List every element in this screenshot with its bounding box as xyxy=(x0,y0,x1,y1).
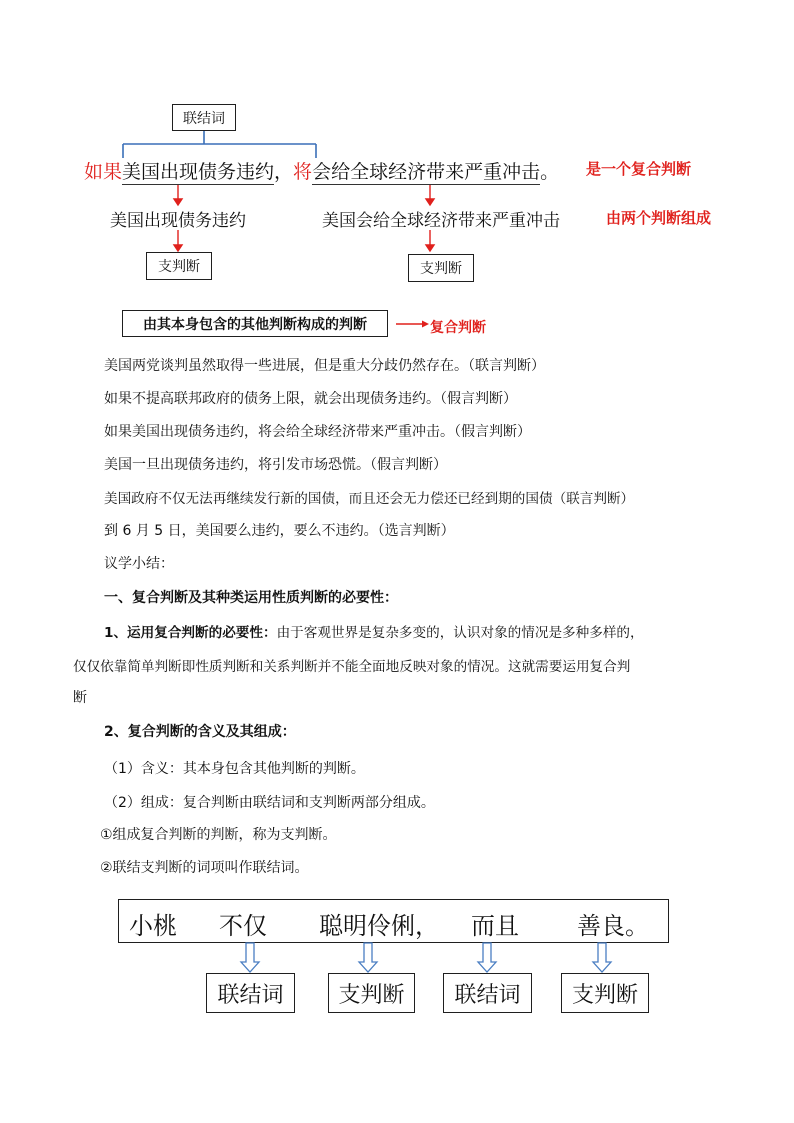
note-compound-judgment: 是一个复合判断 xyxy=(586,160,692,178)
example-line: 美国政府不仅无法再继续发行新的国债，而且还会无力偿还已经到期的国债（联言判断） xyxy=(104,491,635,507)
note-two-judgments: 由两个判断组成 xyxy=(606,209,712,227)
sentence-word: 小桃 xyxy=(129,912,177,940)
label-box-connector-1 xyxy=(206,973,295,1013)
label-text: 联结词 xyxy=(217,982,284,1008)
example-line: 美国两党谈判虽然取得一些进展，但是重大分歧仍然存在。（联言判断） xyxy=(104,358,545,374)
label-box-sub-judgment-2 xyxy=(561,973,649,1013)
meaning-line: （1）含义：其本身包含其他判断的判断。 xyxy=(104,761,365,777)
label-box-connector-2 xyxy=(443,973,532,1013)
sentence-word: 善良。 xyxy=(577,912,649,940)
point1-text-c: 断 xyxy=(73,690,87,706)
point2-label: 2、复合判断的含义及其组成： xyxy=(104,724,296,740)
item1-line: ①组成复合判断的判断，称为支判断。 xyxy=(100,827,337,843)
right-branch-text: 美国会给全球经济带来严重冲击 xyxy=(322,211,560,231)
sentence-period: 。 xyxy=(540,161,560,183)
compound-sentence xyxy=(84,157,559,184)
sentence-word: 而且 xyxy=(471,912,519,940)
example-line: 如果美国出现债务违约，将会给全球经济带来严重冲击。（假言判断） xyxy=(104,424,531,440)
definition-box xyxy=(122,310,388,337)
sentence-word: 聪明伶俐， xyxy=(319,912,439,940)
example-line: 美国一旦出现债务违约，将引发市场恐慌。（假言判断） xyxy=(104,457,447,473)
point1-first-line xyxy=(104,621,644,641)
example-sentence-box xyxy=(118,899,669,943)
label-text: 支判断 xyxy=(338,982,405,1008)
label-text: 支判断 xyxy=(571,982,638,1008)
connector-label: 联结词 xyxy=(183,110,225,127)
summary-heading: 一、复合判断及其种类运用性质判断的必要性： xyxy=(104,590,398,606)
down-arrow-icon xyxy=(593,943,611,972)
definition-text: 由其本身包含的其他判断构成的判断 xyxy=(143,316,367,333)
down-arrow-icon xyxy=(359,943,377,972)
composition-line: （2）组成：复合判断由联结词和支判断两部分组成。 xyxy=(104,795,435,811)
left-branch-text: 美国出现债务违约 xyxy=(110,211,246,231)
right-sub-judgment-box xyxy=(408,254,474,282)
point1-text-a: 由于客观世界是复杂多变的，认识对象的情况是多种多样的， xyxy=(276,625,644,641)
right-sub-judgment-label: 支判断 xyxy=(420,261,462,277)
sentence-connector-if: 如果 xyxy=(84,161,123,183)
label-text: 联结词 xyxy=(454,982,521,1008)
point1-text-b: 仅仅依靠简单判断即性质判断和关系判断并不能全面地反映对象的情况。这就需要运用复合判 xyxy=(73,659,631,675)
diagram1-connectors xyxy=(0,0,794,300)
definition-arrow xyxy=(395,318,435,330)
left-sub-judgment-box xyxy=(146,252,212,280)
example-line: 到 6 月 5 日，美国要么违约，要么不违约。（选言判断） xyxy=(104,523,455,539)
example-line: 如果不提高联邦政府的债务上限，就会出现债务违约。（假言判断） xyxy=(104,391,517,407)
sentence-connector-will: 将 xyxy=(293,161,313,183)
sentence-clause-2: 会给全球经济带来严重冲击 xyxy=(312,161,541,183)
down-arrow-icon xyxy=(241,943,259,972)
sentence-clause-1: 美国出现债务违约 xyxy=(122,161,275,183)
down-arrow-icon xyxy=(478,943,496,972)
label-box-sub-judgment-1 xyxy=(328,973,415,1013)
point1-label: 1、运用复合判断的必要性： xyxy=(104,625,277,641)
sentence-word: 不仅 xyxy=(219,912,267,940)
summary-title: 议学小结： xyxy=(104,556,174,572)
item2-line: ②联结支判断的词项叫作联结词。 xyxy=(100,860,309,876)
sentence-comma: ， xyxy=(274,161,294,183)
definition-label: 复合判断 xyxy=(430,320,486,336)
left-sub-judgment-label: 支判断 xyxy=(158,259,200,275)
